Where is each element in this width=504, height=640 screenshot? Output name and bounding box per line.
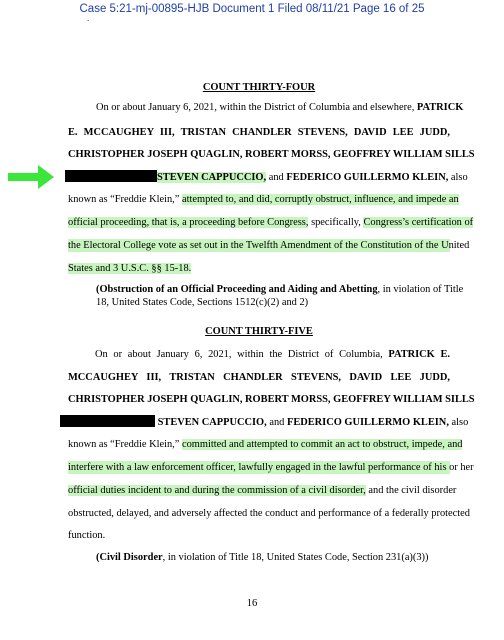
count-35-title: COUNT THIRTY-FIVE — [205, 326, 313, 337]
count-35-line-4: STEVEN CAPPUCCIO, and FEDERICO GUILLERMO KLEIN, also — [60, 415, 450, 429]
count-34-citation-1: (Obstruction of an Official Proceeding and Aiding and Abetting, in violation of Title — [96, 284, 464, 295]
redaction-bar — [60, 415, 155, 427]
count-34-line-3: CHRISTOPHER JOSEPH QUAGLIN, ROBERT MORSS, GEOFFREY WILLIAM SILLS — [68, 149, 475, 160]
count-34-line-1: On or about January 6, 2021, within the District of Columbia and elsewhere, PATRICK — [96, 102, 464, 113]
count-34-line-4: STEVEN CAPPUCCIO, and FEDERICO GUILLERMO KLEIN, also — [65, 170, 450, 184]
count-35-line-8: obstructed, delayed, and adversely affected the conduct and performance of a federally protected — [68, 508, 470, 519]
highlight-name: STEVEN CAPPUCCIO, — [157, 172, 267, 183]
count-35-line-1: On or about January 6, 2021, within the District of Columbia, PATRICK E. — [95, 349, 450, 360]
count-34-title: COUNT THIRTY-FOUR — [202, 82, 316, 93]
page-marker: . — [87, 13, 90, 23]
count-34-line-5: known as “Freddie Klein,” attempted to, and did, corruptly obstruct, influence, and impede an — [68, 194, 459, 205]
count-35-line-7: official duties incident to and during the commission of a civil disorder, and the civil disorder — [68, 485, 457, 496]
page-number: 16 — [246, 598, 258, 609]
count-35-citation: (Civil Disorder, in violation of Title 18, United States Code, Section 231(a)(3)) — [96, 552, 429, 563]
count-34-line-8: States and 3 U.S.C. §§ 15-18. — [68, 263, 192, 274]
count-35-line-2: MCCAUGHEY III, TRISTAN CHANDLER STEVENS, DAVID LEE JUDD, — [68, 372, 450, 383]
redaction-bar — [65, 170, 157, 182]
count-34-citation-2: 18, United States Code, Sections 1512(c)(2) and 2) — [96, 297, 309, 308]
green-arrow-icon — [8, 164, 54, 190]
count-34-line-2: E. MCCAUGHEY III, TRISTAN CHANDLER STEVENS, DAVID LEE JUDD, — [68, 127, 450, 138]
count-35-line-5: known as “Freddie Klein,” committed and attempted to commit an act to obstruct, impede, and — [68, 439, 463, 450]
count-34-line-6: official proceeding, that is, a proceeding before Congress, specifically, Congress’s certification of — [68, 217, 474, 228]
count-35-line-3: CHRISTOPHER JOSEPH QUAGLIN, ROBERT MORSS, GEOFFREY WILLIAM SILLS — [68, 394, 475, 405]
count-34-line-7: the Electoral College vote as set out in the Twelfth Amendment of the Constitution of the United — [68, 240, 470, 251]
count-35-line-6: interfere with a law enforcement officer, lawfully engaged in the lawful performance of his or her — [68, 462, 474, 473]
case-header: Case 5:21-mj-00895-HJB Document 1 Filed 08/11/21 Page 16 of 25 — [79, 3, 425, 15]
count-35-line-9: function. — [68, 530, 106, 541]
